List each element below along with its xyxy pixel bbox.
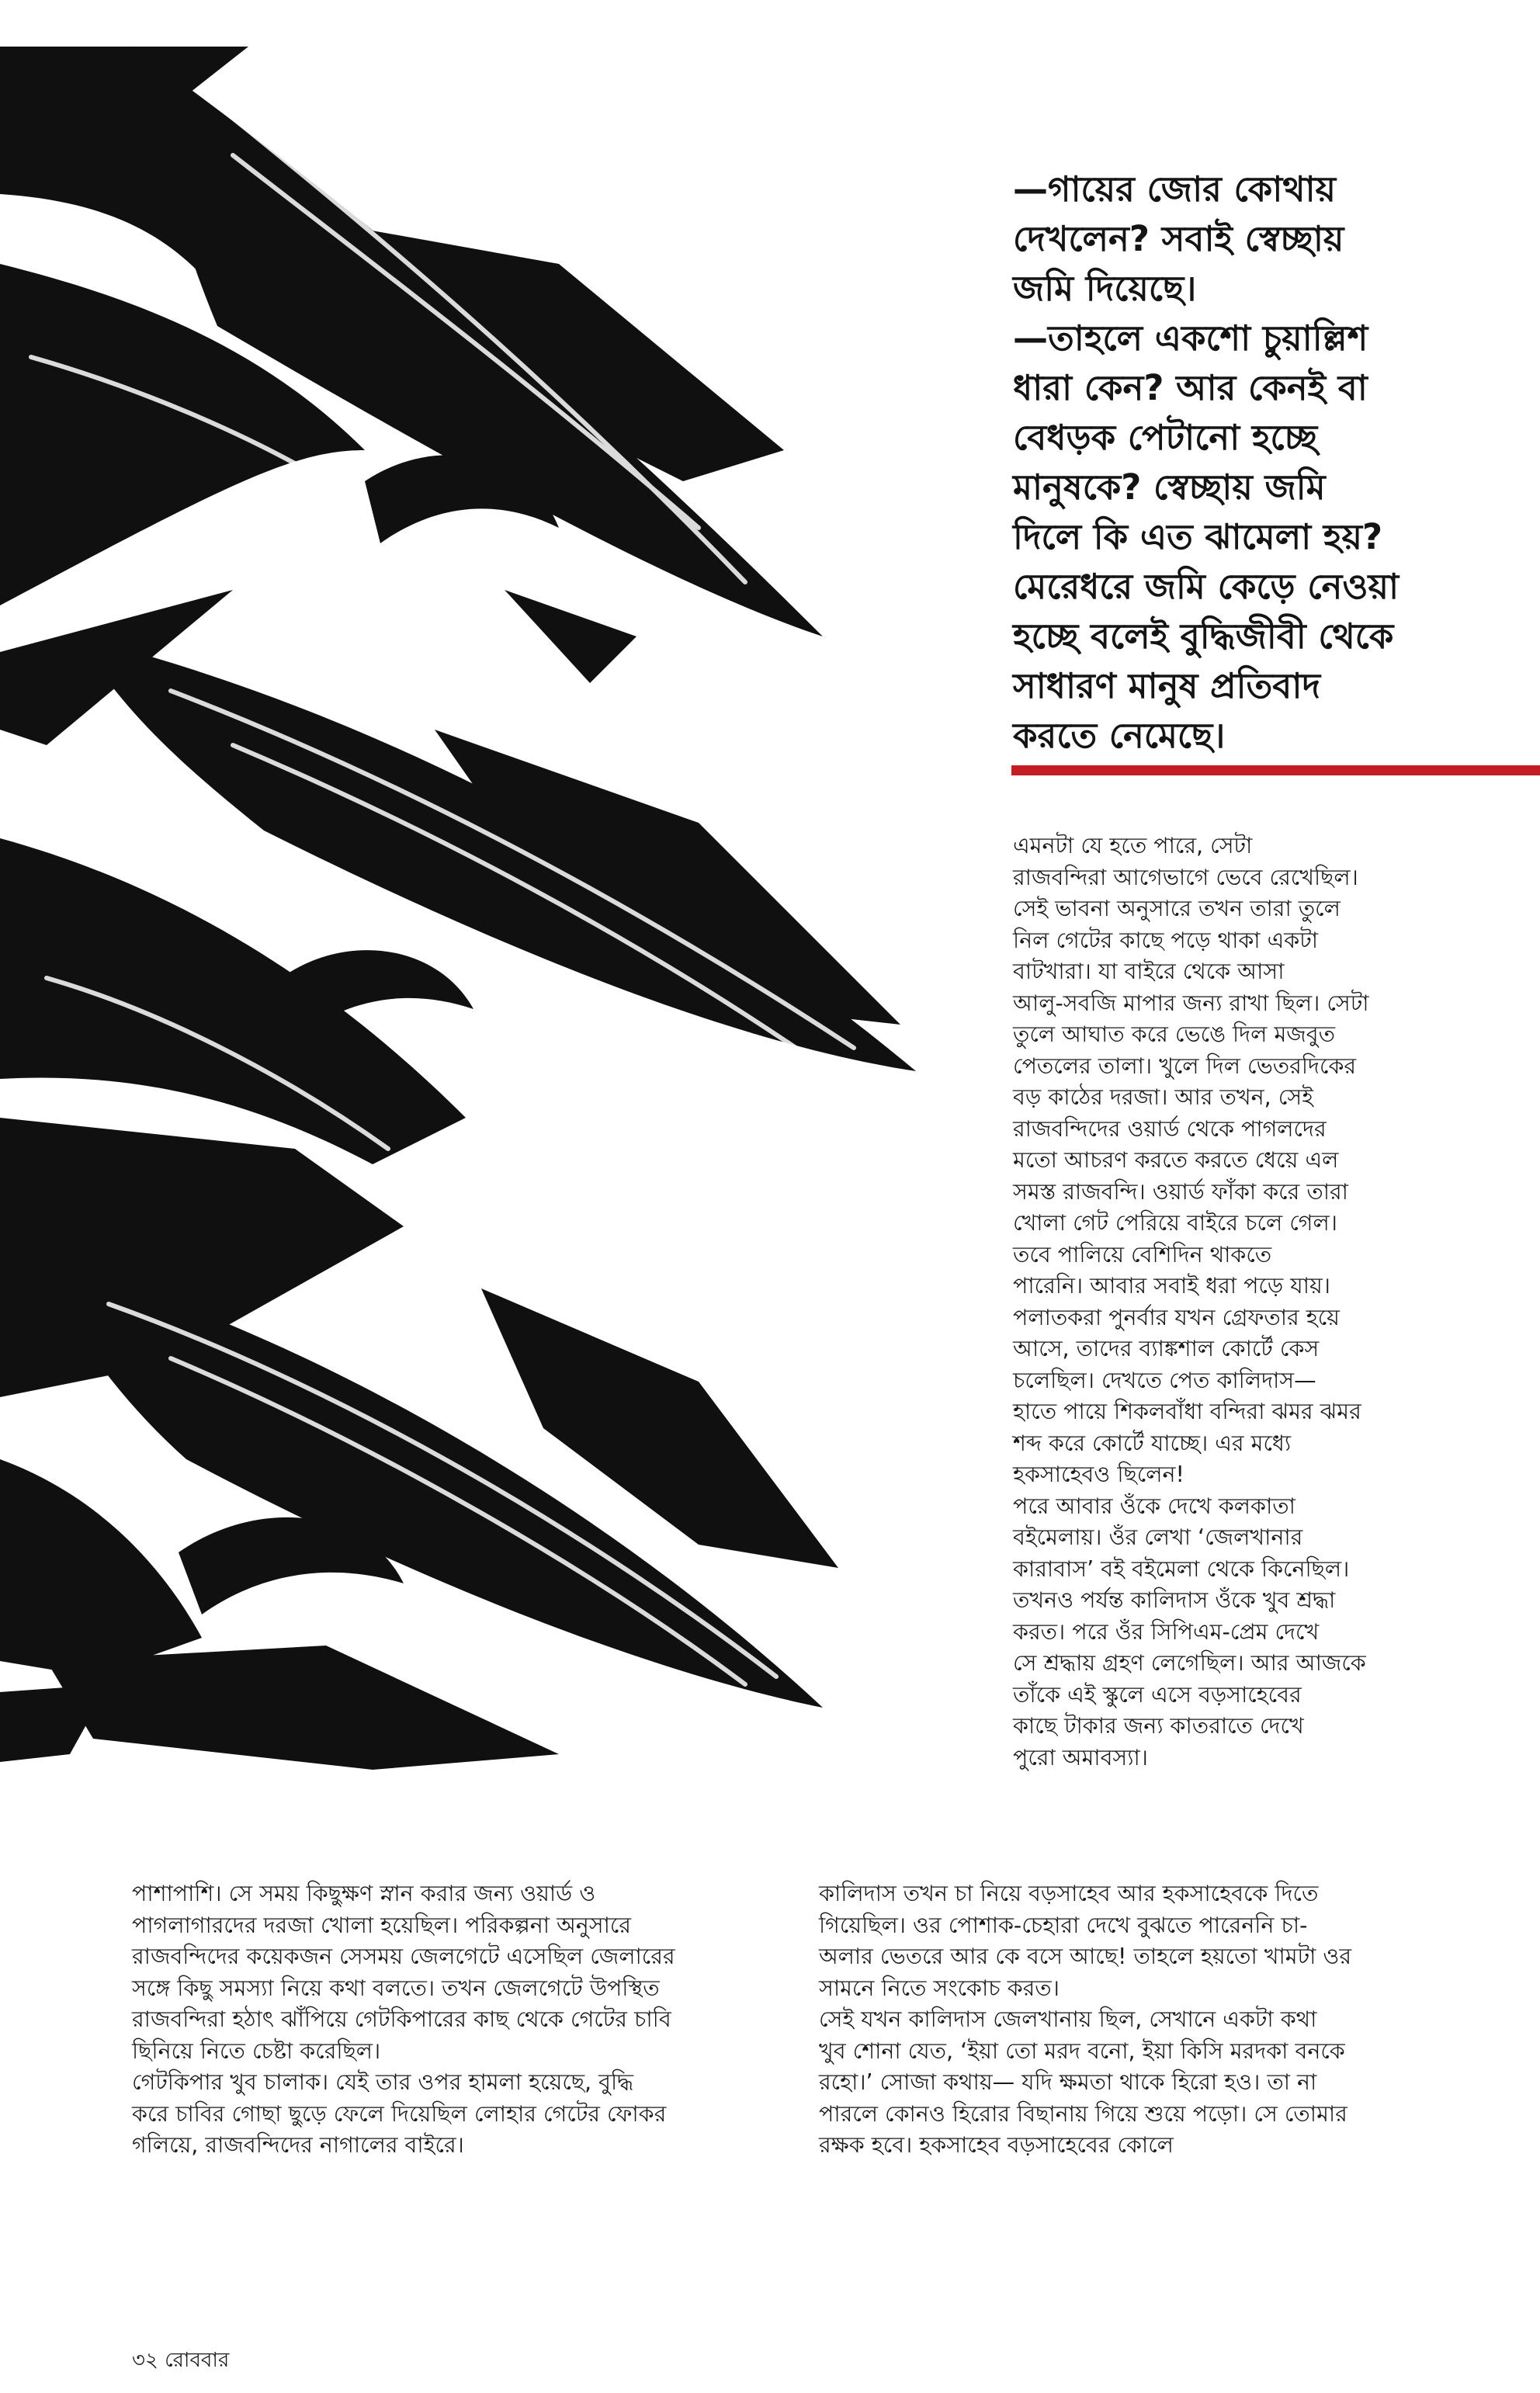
- body-line: সমস্ত রাজবন্দি। ওয়ার্ড ফাঁকা করে তারা: [1013, 1178, 1348, 1205]
- abstract-brush-illustration: [0, 47, 955, 1832]
- body-line: পলাতকরা পুনর্বার যখন গ্রেফতার হয়ে: [1013, 1304, 1340, 1330]
- body-line: করত। পরে ওঁর সিপিএম-প্রেম দেখে: [1013, 1618, 1320, 1645]
- body-line: বইমেলায়। ওঁর লেখা ‘জেলখানার: [1013, 1524, 1303, 1550]
- pull-quote-line: দেখলেন? সবাই স্বেচ্ছায়: [1013, 218, 1344, 259]
- body-line: গেটকিপার খুব চালাক। যেই তার ওপর হামলা হয়েছে, বুদ্ধি: [132, 2069, 634, 2095]
- body-line: তখনও পর্যন্ত কালিদাস ওঁকে খুব শ্রদ্ধা: [1013, 1587, 1336, 1613]
- pull-quote-line: বেধড়ক পেটানো হচ্ছে: [1013, 417, 1318, 458]
- body-line: পেতলের তালা। খুলে দিল ভেতরদিকের: [1013, 1053, 1357, 1079]
- body-line: সেই যখন কালিদাস জেলখানায় ছিল, সেখানে একটা কথা: [819, 2006, 1317, 2032]
- body-line: নিল গেটের কাছে পড়ে থাকা একটা: [1013, 927, 1319, 953]
- body-line: তবে পালিয়ে বেশিদিন থাকতে: [1013, 1241, 1272, 1268]
- body-line: চলেছিল। দেখতে পেত কালিদাস—: [1013, 1367, 1316, 1393]
- body-line: শব্দ করে কোর্টে যাচ্ছে। এর মধ্যে: [1013, 1430, 1292, 1456]
- body-line: গিয়েছিল। ওর পোশাক-চেহারা দেখে বুঝতে পারেননি চা-: [819, 1912, 1308, 1938]
- body-line: মতো আচরণ করতে করতে ধেয়ে এল: [1013, 1147, 1339, 1173]
- pull-quote-line: মানুষকে? স্বেচ্ছায় জমি: [1013, 466, 1326, 508]
- body-line: পারেনি। আবার সবাই ধরা পড়ে যায়।: [1013, 1273, 1330, 1299]
- body-line: বাটখারা। যা বাইরে থেকে আসা: [1013, 959, 1285, 984]
- article-column-bottom-left: [132, 1878, 753, 2162]
- body-line: তাঁকে এই স্কুলে এসে বড়সাহেবের: [1013, 1681, 1302, 1708]
- body-line: গলিয়ে, রাজবন্দিদের নাগালের বাইরে।: [132, 2132, 464, 2158]
- pull-quote-line: করতে নেমেছে।: [1013, 715, 1226, 756]
- article-column-right: [1013, 831, 1525, 1774]
- body-line: রাজবন্দিদের কয়েকজন সেসময় জেলগেটে এসেছিল জেলারের: [132, 1944, 675, 1969]
- body-line: রহো।’ সোজা কথায়— যদি ক্ষমতা থাকে হিরো হও। তা না: [819, 2069, 1317, 2095]
- pull-quote-line: দিলে কি এত ঝামেলা হয়?: [1013, 516, 1383, 557]
- body-line: পারলে কোনও হিরোর বিছানায় গিয়ে শুয়ে পড়ো। সে তোমার: [819, 2100, 1348, 2127]
- red-divider-rule: [1011, 765, 1540, 775]
- body-line: তুলে আঘাত করে ভেঙে দিল মজবুত: [1013, 1021, 1336, 1047]
- body-line: আলু-সবজি মাপার জন্য রাখা ছিল। সেটা: [1013, 990, 1369, 1016]
- pull-quote-line: —তাহলে একশো চুয়াল্লিশ: [1013, 317, 1368, 359]
- body-line: করে চাবির গোছা ছুড়ে ফেলে দিয়েছিল লোহার গেটের ফোকর: [132, 2100, 667, 2127]
- body-line: পাশাপাশি। সে সময় কিছুক্ষণ স্নান করার জন্য ওয়ার্ড ও: [132, 1881, 596, 1906]
- brush-stroke: [47, 1646, 559, 1770]
- body-line: পুরো অমাবস্যা।: [1013, 1744, 1148, 1770]
- body-line: বড় কাঠের দরজা। আর তখন, সেই: [1013, 1084, 1313, 1110]
- body-line: রাজবন্দিরা আগেভাগে ভেবে রেখেছিল।: [1013, 864, 1358, 890]
- body-line: সেই ভাবনা অনুসারে তখন তারা তুলে: [1013, 896, 1341, 921]
- pull-quote-line: ধারা কেন? আর কেনই বা: [1013, 367, 1368, 408]
- brush-stroke: [0, 1459, 202, 1677]
- body-line: সঙ্গে কিছু সমস্যা নিয়ে কথা বলতে। তখন জেলগেটে উপস্থিত: [132, 1975, 660, 2001]
- pull-quote-line: মেরেধরে জমি কেড়ে নেওয়া: [1013, 566, 1399, 607]
- pull-quote-line: জমি দিয়েছে।: [1013, 268, 1197, 309]
- body-line: ছিনিয়ে নিতে চেষ্টা করেছিল।: [132, 2038, 381, 2064]
- body-line: রাজবন্দিদের ওয়ার্ড থেকে পাগলদের: [1013, 1115, 1327, 1142]
- body-line: হাতে পায়ে শিকলবাঁধা বন্দিরা ঝমর ঝমর: [1013, 1399, 1361, 1424]
- pull-quote-line: হচ্ছে বলেই বুদ্ধিজীবী থেকে: [1013, 616, 1394, 657]
- body-line: খুব শোনা যেত, ‘ইয়া তো মরদ বনো, ইয়া কিসি মরদকা বনকে: [819, 2038, 1345, 2064]
- body-line: কাছে টাকার জন্য কাতরাতে দেখে: [1013, 1713, 1304, 1739]
- body-line: রক্ষক হবে। হকসাহেব বড়সাহেবের কোলে: [819, 2132, 1174, 2158]
- body-line: খোলা গেট পেরিয়ে বাইরে চলে গেল।: [1013, 1210, 1337, 1236]
- body-line: রাজবন্দিরা হঠাৎ ঝাঁপিয়ে গেটকিপারের কাছ থেকে গেটের চাবি: [132, 2006, 671, 2032]
- pull-quote-line: সাধারণ মানুষ প্রতিবাদ: [1013, 665, 1321, 706]
- body-line: পরে আবার ওঁকে দেখে কলকাতা: [1013, 1493, 1295, 1519]
- body-line: পাগলাগারদের দরজা খোলা হয়েছিল। পরিকল্পনা অনুসারে: [132, 1912, 631, 1938]
- pull-quote-line: —গায়ের জোর কোথায়: [1013, 168, 1337, 210]
- pull-quote: [1013, 165, 1510, 761]
- body-line: অলার ভেতরে আর কে বসে আছে! তাহলে হয়তো খামটা ওর: [819, 1944, 1352, 1969]
- body-line: আসে, তাদের ব্যাঙ্কশাল কোর্টে কেস: [1013, 1336, 1320, 1361]
- article-column-bottom-right: [819, 1878, 1502, 2162]
- body-line: সামনে নিতে সংকোচ করত।: [819, 1975, 1060, 2001]
- body-line: কালিদাস তখন চা নিয়ে বড়সাহেব আর হকসাহেবকে দিতে: [819, 1881, 1319, 1906]
- body-line: সে শ্রদ্ধায় গ্রহণ লেগেছিল। আর আজকে: [1013, 1650, 1366, 1676]
- brush-stroke: [505, 590, 636, 683]
- body-line: কারাবাস’ বই বইমেলা থেকে কিনেছিল।: [1013, 1555, 1350, 1582]
- body-line: হকসাহেবও ছিলেন!: [1013, 1462, 1184, 1487]
- page-folio: ৩২ রোববার: [132, 2349, 230, 2372]
- body-line: এমনটা যে হতে পারে, সেটা: [1013, 833, 1253, 858]
